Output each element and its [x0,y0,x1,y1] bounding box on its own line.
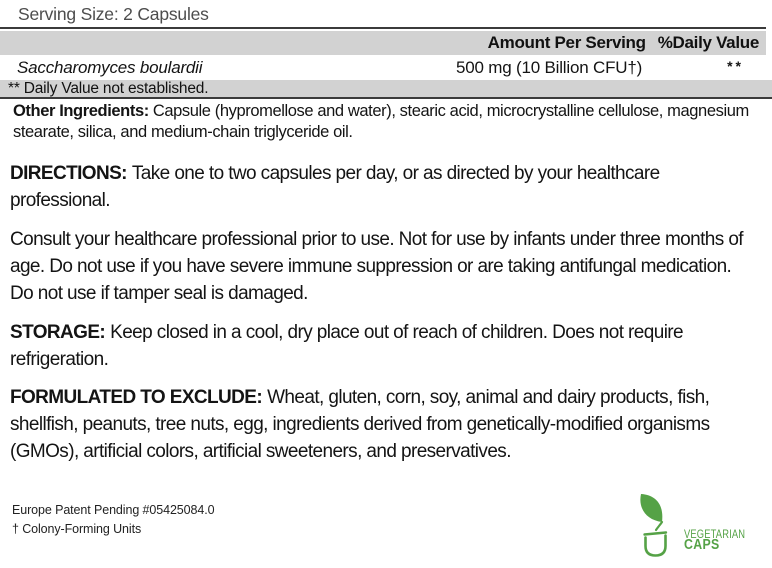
formulated-to-exclude-text: Wheat, gluten, corn, soy, animal and dairy products, fish, shellfish, peanuts, tree nuts, egg, ingredients derived from genetically-modified organisms (GMOs), artificial colors, artificial sweeteners, and preservatives. [10,387,710,462]
serving-size-text: Serving Size: 2 Capsules [18,4,209,24]
other-ingredients-text: Capsule (hypromellose and water), stearic acid, microcrystalline cellulose, magnesium stearate, silica, and medium-chain triglyceride oil. [13,102,749,141]
vegetarian-caps-logo [636,491,756,563]
cfu-footnote: † Colony-Forming Units [12,522,142,536]
patent-pending-note: Europe Patent Pending #05425084.0 [12,503,215,517]
leaf-capsule-icon [636,491,676,563]
consult-warning-paragraph [10,226,754,307]
directions-label: DIRECTIONS: [10,163,127,184]
other-ingredients-paragraph [13,101,751,143]
logo-text-vegetarian: VEGETARIAN [684,527,746,541]
storage-label: STORAGE: [10,322,106,343]
formulated-to-exclude-label: FORMULATED TO EXCLUDE: [10,387,263,408]
table-row [0,55,766,80]
other-ingredients-label: Other Ingredients: [13,102,149,120]
ingredient-name: Saccharomyces boulardii [17,58,203,77]
ingredient-daily-value: ** [727,58,744,74]
storage-paragraph [10,319,754,373]
daily-value-footnote: ** Daily Value not established. [0,80,772,99]
logo-text-caps: CAPS [684,537,720,553]
supplement-table-header [0,31,766,55]
divider-top-rule [0,27,766,29]
storage-text: Keep closed in a cool, dry place out of reach of children. Does not require refrigeration. [10,322,684,370]
column-header-amount-per-serving: Amount Per Serving [487,33,646,52]
directions-text: Take one to two capsules per day, or as directed by your healthcare professional. [10,163,660,211]
column-header-daily-value: %Daily Value [657,33,759,52]
ingredient-amount: 500 mg (10 Billion CFU†) [456,58,643,77]
directions-paragraph [10,160,754,214]
formulated-to-exclude-paragraph [10,384,754,465]
consult-warning-text: Consult your healthcare professional prior to use. Not for use by infants under three months of age. Do not use if you have severe immune suppression or are taking antifungal medication. Do not use if tamper seal is damaged. [10,229,743,304]
